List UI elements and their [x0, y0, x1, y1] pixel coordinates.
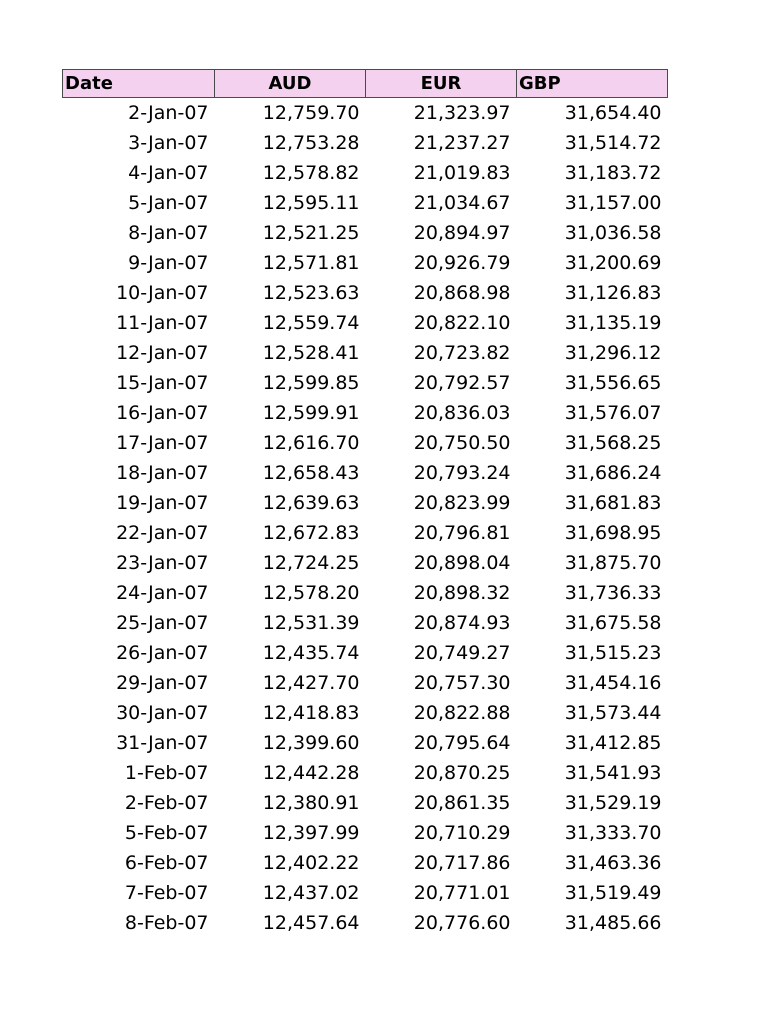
cell-aud[interactable]: 12,437.02: [262, 882, 360, 904]
cell-eur[interactable]: 20,874.93: [413, 612, 511, 634]
cell-aud[interactable]: 12,672.83: [262, 522, 360, 544]
cell-date[interactable]: 18-Jan-07: [116, 462, 209, 484]
cell-gbp[interactable]: 31,681.83: [564, 492, 662, 514]
cell-eur[interactable]: 21,323.97: [413, 102, 511, 124]
cell-gbp[interactable]: 31,135.19: [564, 312, 662, 334]
table-row: [63, 848, 668, 878]
cell-aud[interactable]: 12,559.74: [262, 312, 360, 334]
cell-eur[interactable]: 20,898.04: [413, 552, 511, 574]
cell-aud[interactable]: 12,578.20: [262, 582, 360, 604]
cell-aud[interactable]: 12,578.82: [262, 162, 360, 184]
column-header-eur[interactable]: EUR: [366, 70, 517, 98]
cell-date[interactable]: 15-Jan-07: [116, 372, 209, 394]
cell-date[interactable]: 10-Jan-07: [116, 282, 209, 304]
cell-gbp[interactable]: 31,126.83: [564, 282, 662, 304]
table-row: [63, 338, 668, 368]
cell-date[interactable]: 30-Jan-07: [116, 702, 209, 724]
cell-gbp[interactable]: 31,412.85: [564, 732, 662, 754]
exchange-rate-table: [62, 69, 668, 938]
table-row: [63, 578, 668, 608]
column-header-date[interactable]: Date: [63, 70, 215, 98]
cell-date[interactable]: 12-Jan-07: [116, 342, 209, 364]
table-row: [63, 368, 668, 398]
table-row: [63, 488, 668, 518]
cell-aud[interactable]: 12,442.28: [262, 762, 360, 784]
cell-date[interactable]: 9-Jan-07: [128, 252, 209, 274]
table-row: [63, 878, 668, 908]
cell-aud[interactable]: 12,523.63: [262, 282, 360, 304]
cell-aud[interactable]: 12,571.81: [262, 252, 360, 274]
cell-eur[interactable]: 20,749.27: [413, 642, 511, 664]
cell-date[interactable]: 19-Jan-07: [116, 492, 209, 514]
cell-eur[interactable]: 20,776.60: [413, 912, 511, 934]
table-row: [63, 398, 668, 428]
cell-aud[interactable]: 12,427.70: [262, 672, 360, 694]
cell-gbp[interactable]: 31,675.58: [564, 612, 662, 634]
cell-gbp[interactable]: 31,541.93: [564, 762, 662, 784]
cell-date[interactable]: 17-Jan-07: [116, 432, 209, 454]
cell-gbp[interactable]: 31,568.25: [564, 432, 662, 454]
cell-aud[interactable]: 12,599.85: [262, 372, 360, 394]
cell-gbp[interactable]: 31,333.70: [564, 822, 662, 844]
cell-gbp[interactable]: 31,573.44: [564, 702, 662, 724]
cell-gbp[interactable]: 31,515.23: [564, 642, 662, 664]
cell-gbp[interactable]: 31,529.19: [564, 792, 662, 814]
cell-date[interactable]: 16-Jan-07: [116, 402, 209, 424]
cell-aud[interactable]: 12,418.83: [262, 702, 360, 724]
header-row: [63, 70, 668, 98]
cell-aud[interactable]: 12,616.70: [262, 432, 360, 454]
column-header-aud[interactable]: AUD: [215, 70, 366, 98]
cell-date[interactable]: 22-Jan-07: [116, 522, 209, 544]
table-row: [63, 458, 668, 488]
cell-aud[interactable]: 12,457.64: [262, 912, 360, 934]
cell-eur[interactable]: 20,795.64: [413, 732, 511, 754]
table-row: [63, 728, 668, 758]
cell-date[interactable]: 5-Jan-07: [128, 192, 209, 214]
table-row: [63, 758, 668, 788]
cell-date[interactable]: 7-Feb-07: [124, 882, 209, 904]
cell-gbp[interactable]: 31,514.72: [564, 132, 662, 154]
table-row: [63, 248, 668, 278]
cell-gbp[interactable]: 31,463.36: [564, 852, 662, 874]
cell-gbp[interactable]: 31,454.16: [564, 672, 662, 694]
cell-eur[interactable]: 20,823.99: [413, 492, 511, 514]
cell-date[interactable]: 1-Feb-07: [124, 762, 209, 784]
table-row: [63, 638, 668, 668]
table-row: [63, 608, 668, 638]
cell-aud[interactable]: 12,380.91: [262, 792, 360, 814]
cell-eur[interactable]: 20,898.32: [413, 582, 511, 604]
table-row: [63, 548, 668, 578]
cell-eur[interactable]: 21,034.67: [413, 192, 511, 214]
table-row: [63, 908, 668, 938]
cell-gbp[interactable]: 31,686.24: [564, 462, 662, 484]
table-row: [63, 518, 668, 548]
cell-date[interactable]: 26-Jan-07: [116, 642, 209, 664]
table-row: [63, 668, 668, 698]
cell-gbp[interactable]: 31,654.40: [564, 102, 662, 124]
table-row: [63, 308, 668, 338]
cell-aud[interactable]: 12,531.39: [262, 612, 360, 634]
cell-eur[interactable]: 20,822.10: [413, 312, 511, 334]
cell-aud[interactable]: 12,521.25: [262, 222, 360, 244]
cell-eur[interactable]: 20,710.29: [413, 822, 511, 844]
cell-date[interactable]: 23-Jan-07: [116, 552, 209, 574]
cell-eur[interactable]: 21,237.27: [413, 132, 511, 154]
cell-gbp[interactable]: 31,036.58: [564, 222, 662, 244]
table-row: [63, 98, 668, 129]
cell-eur[interactable]: 20,861.35: [413, 792, 511, 814]
cell-gbp[interactable]: 31,698.95: [564, 522, 662, 544]
cell-aud[interactable]: 12,399.60: [262, 732, 360, 754]
cell-aud[interactable]: 12,435.74: [262, 642, 360, 664]
cell-date[interactable]: 24-Jan-07: [116, 582, 209, 604]
table-row: [63, 788, 668, 818]
cell-gbp[interactable]: 31,736.33: [564, 582, 662, 604]
table-row: [63, 218, 668, 248]
table-row: [63, 278, 668, 308]
table-row: [63, 818, 668, 848]
cell-date[interactable]: 29-Jan-07: [116, 672, 209, 694]
cell-aud[interactable]: 12,402.22: [262, 852, 360, 874]
column-header-gbp[interactable]: GBP: [517, 70, 668, 98]
cell-gbp[interactable]: 31,485.66: [564, 912, 662, 934]
cell-eur[interactable]: 20,870.25: [413, 762, 511, 784]
cell-eur[interactable]: 20,717.86: [413, 852, 511, 874]
cell-eur[interactable]: 20,868.98: [413, 282, 511, 304]
cell-date[interactable]: 3-Jan-07: [128, 132, 209, 154]
cell-eur[interactable]: 20,926.79: [413, 252, 511, 274]
cell-gbp[interactable]: 31,296.12: [564, 342, 662, 364]
cell-eur[interactable]: 20,796.81: [413, 522, 511, 544]
cell-gbp[interactable]: 31,576.07: [564, 402, 662, 424]
table-row: [63, 698, 668, 728]
cell-eur[interactable]: 20,757.30: [413, 672, 511, 694]
cell-gbp[interactable]: 31,875.70: [564, 552, 662, 574]
cell-eur[interactable]: 20,771.01: [413, 882, 511, 904]
cell-aud[interactable]: 12,658.43: [262, 462, 360, 484]
cell-eur[interactable]: 21,019.83: [413, 162, 511, 184]
cell-date[interactable]: 25-Jan-07: [116, 612, 209, 634]
table-body: [63, 98, 668, 939]
table-row: [63, 188, 668, 218]
cell-date[interactable]: 11-Jan-07: [116, 312, 209, 334]
cell-aud[interactable]: 12,599.91: [262, 402, 360, 424]
cell-aud[interactable]: 12,528.41: [262, 342, 360, 364]
cell-eur[interactable]: 20,822.88: [413, 702, 511, 724]
cell-date[interactable]: 6-Feb-07: [124, 852, 209, 874]
cell-eur[interactable]: 20,894.97: [413, 222, 511, 244]
cell-date[interactable]: 2-Jan-07: [128, 102, 209, 124]
cell-gbp[interactable]: 31,556.65: [564, 372, 662, 394]
cell-gbp[interactable]: 31,200.69: [564, 252, 662, 274]
spreadsheet-range: [62, 69, 668, 938]
cell-eur[interactable]: 20,792.57: [413, 372, 511, 394]
cell-gbp[interactable]: 31,157.00: [564, 192, 662, 214]
cell-aud[interactable]: 12,724.25: [262, 552, 360, 574]
cell-date[interactable]: 5-Feb-07: [124, 822, 209, 844]
cell-gbp[interactable]: 31,519.49: [564, 882, 662, 904]
cell-date[interactable]: 4-Jan-07: [128, 162, 209, 184]
cell-date[interactable]: 8-Feb-07: [124, 912, 209, 934]
cell-eur[interactable]: 20,836.03: [413, 402, 511, 424]
cell-date[interactable]: 8-Jan-07: [128, 222, 209, 244]
cell-aud[interactable]: 12,595.11: [262, 192, 360, 214]
cell-eur[interactable]: 20,723.82: [413, 342, 511, 364]
cell-eur[interactable]: 20,793.24: [413, 462, 511, 484]
cell-aud[interactable]: 12,753.28: [262, 132, 360, 154]
cell-aud[interactable]: 12,397.99: [262, 822, 360, 844]
cell-gbp[interactable]: 31,183.72: [564, 162, 662, 184]
cell-date[interactable]: 31-Jan-07: [116, 732, 209, 754]
table-row: [63, 158, 668, 188]
cell-aud[interactable]: 12,639.63: [262, 492, 360, 514]
cell-aud[interactable]: 12,759.70: [262, 102, 360, 124]
table-row: [63, 128, 668, 158]
cell-eur[interactable]: 20,750.50: [413, 432, 511, 454]
cell-date[interactable]: 2-Feb-07: [124, 792, 209, 814]
table-row: [63, 428, 668, 458]
